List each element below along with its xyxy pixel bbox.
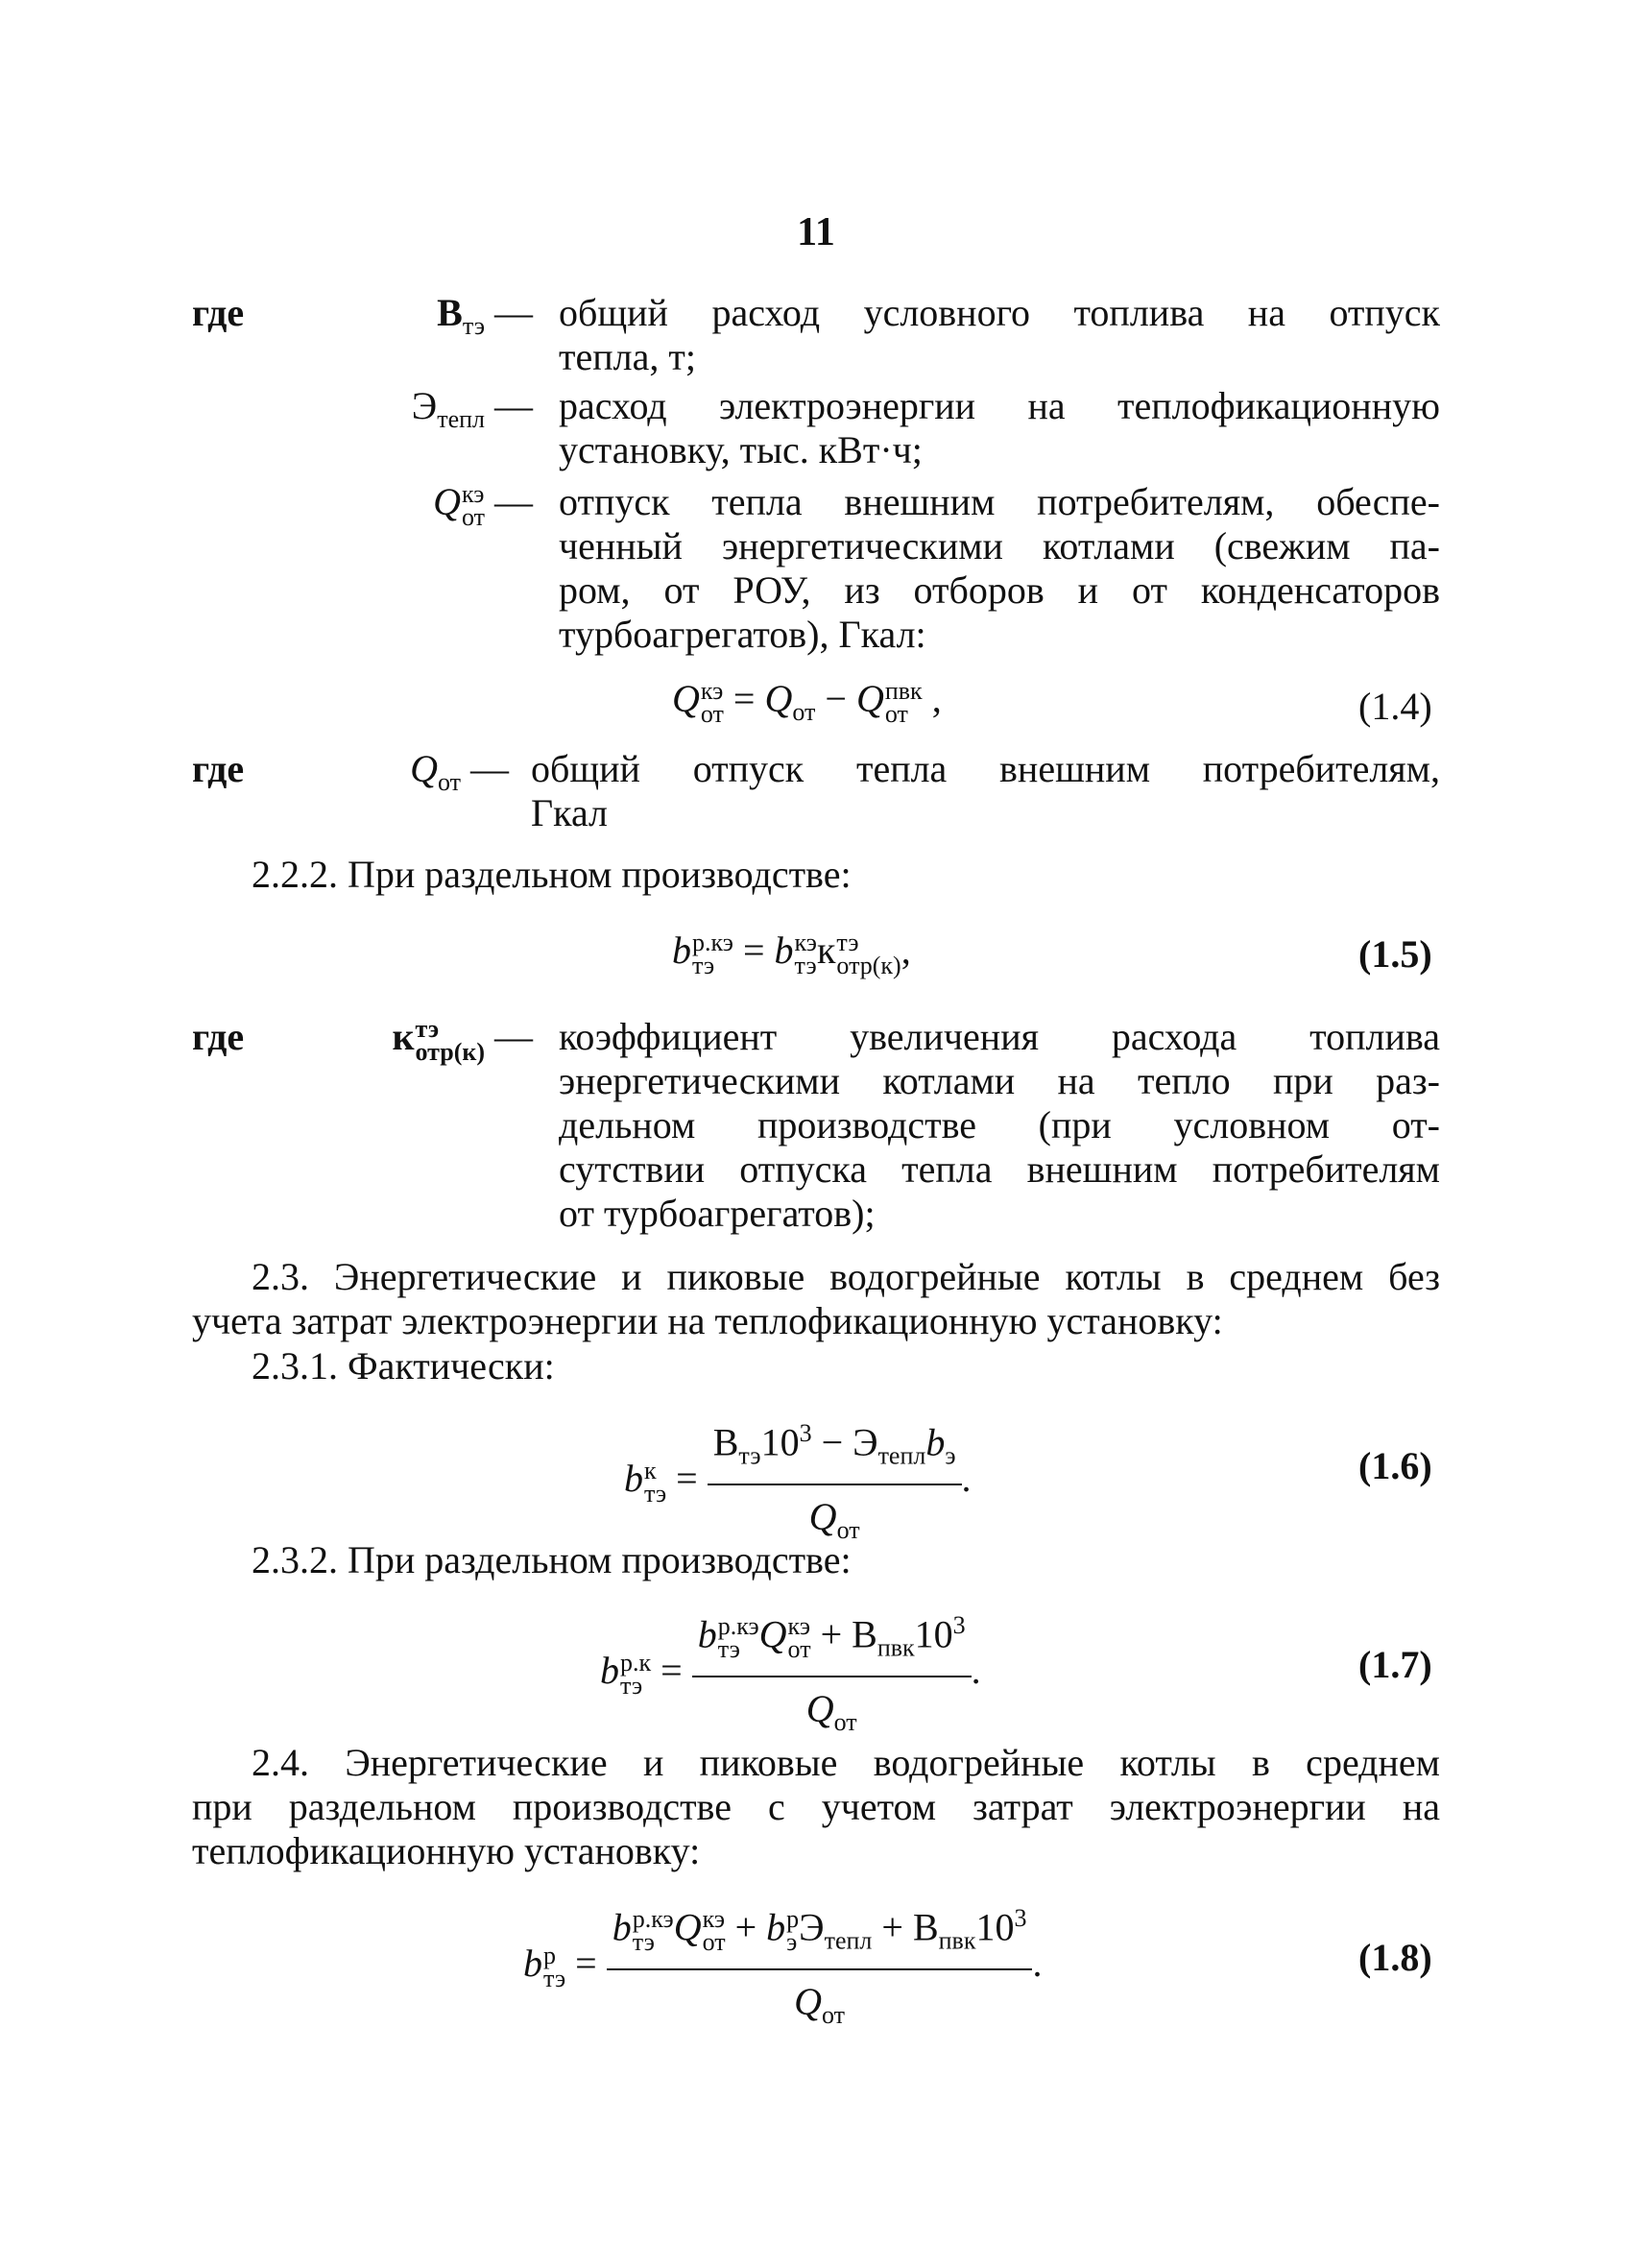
section-2-3-1: 2.3.1. Фактически: <box>252 1344 555 1387</box>
equation-number-1-5: (1.5) <box>1358 932 1432 976</box>
symbol-b-te: $В_{тэ}$ — <box>437 291 533 340</box>
fraction-1-8: b р.кэ тэ Q кэ от + b р э $Э_{тепл} + В_{пвк}10^3$ $Q_{от}$ <box>607 1896 1033 2038</box>
equation-1-5: b р.кэ тэ = b кэ тэ к тэ отр(к) , <box>672 928 911 979</box>
definition-q-ot: общий отпуск тепла внешним потребителям, Гкал <box>531 747 1440 834</box>
equation-1-4: Q кэ от = $Q_{от} - Q$ пвк от , <box>672 676 942 728</box>
equation-1-8: b р тэ = b р.кэ тэ Q кэ от + b р э $Э_{тепл} + В_{пвк}10^3$ $Q_{от}$ . <box>523 1896 1042 2038</box>
where-label: где <box>192 1015 245 1058</box>
fraction-1-6: $\frac{В_{тэ}10^3 - Э_{тепл}b_э}{Q_{от}}$ <box>708 1411 962 1553</box>
equation-number-1-8: (1.8) <box>1358 1936 1432 1979</box>
equation-number-1-7: (1.7) <box>1358 1643 1432 1686</box>
symbol-q-ot-ke: Q кэ от — <box>433 479 533 531</box>
section-2-3: 2.3. Энергетические и пиковые водогрейные котлы в среднем без учета затрат электроэнергии на теплофикационную установку: <box>192 1255 1440 1342</box>
symbol-k-otr: к тэ отр(к) — <box>392 1014 533 1066</box>
definition-e-tepl: расход электроэнергии на теплофикационную установку, тыс. кВт·ч; <box>559 384 1440 471</box>
equation-number-1-6: (1.6) <box>1358 1444 1432 1487</box>
symbol-e-tepl: $Э_{тепл}$ — <box>411 384 533 433</box>
definition-q-ot-ke: отпуск тепла внешним потребителям, обеспе- ченный энергетическими котлами (свежим па- ром, от РОУ, из отборов и от конденсаторов турбоагрегатов), Гкал: <box>559 480 1440 656</box>
definition-k-otr: коэффициент увеличения расхода топлива энергетическими котлами на тепло при раз- дельном производстве (при условном от- сутствии отпуска тепла внешним потребителям от турбоагрегатов); <box>559 1015 1440 1235</box>
fraction-1-7: b р.кэ тэ Q кэ от + $В_{пвк}10^3$ $Q_{от}$ <box>692 1604 972 1745</box>
section-2-4: 2.4. Энергетические и пиковые водогрейные котлы в среднем при раздельном производстве с учетом затрат электроэнергии на теплофикационную установку: <box>192 1741 1440 1872</box>
definition-b-te: общий расход условного топлива на отпуск тепла, т; <box>559 291 1440 378</box>
equation-number-1-4: (1.4) <box>1358 685 1432 728</box>
symbol-q-ot: $Q_{от}$ — <box>410 747 509 796</box>
equation-1-7: b р.к тэ = b р.кэ тэ Q кэ от + $В_{пвк}10^3$ $Q_{от}$ . <box>600 1604 981 1745</box>
equation-1-6: b к тэ = $\frac{В_{тэ}10^3 - Э_{тепл}b_э}{Q_{от}}$ . <box>624 1411 972 1553</box>
where-label: где <box>192 747 245 790</box>
section-2-3-2: 2.3.2. При раздельном производстве: <box>252 1538 852 1581</box>
section-2-2-2: 2.2.2. При раздельном производстве: <box>252 853 852 896</box>
where-label: где <box>192 291 245 334</box>
page-number: 11 <box>797 210 835 254</box>
